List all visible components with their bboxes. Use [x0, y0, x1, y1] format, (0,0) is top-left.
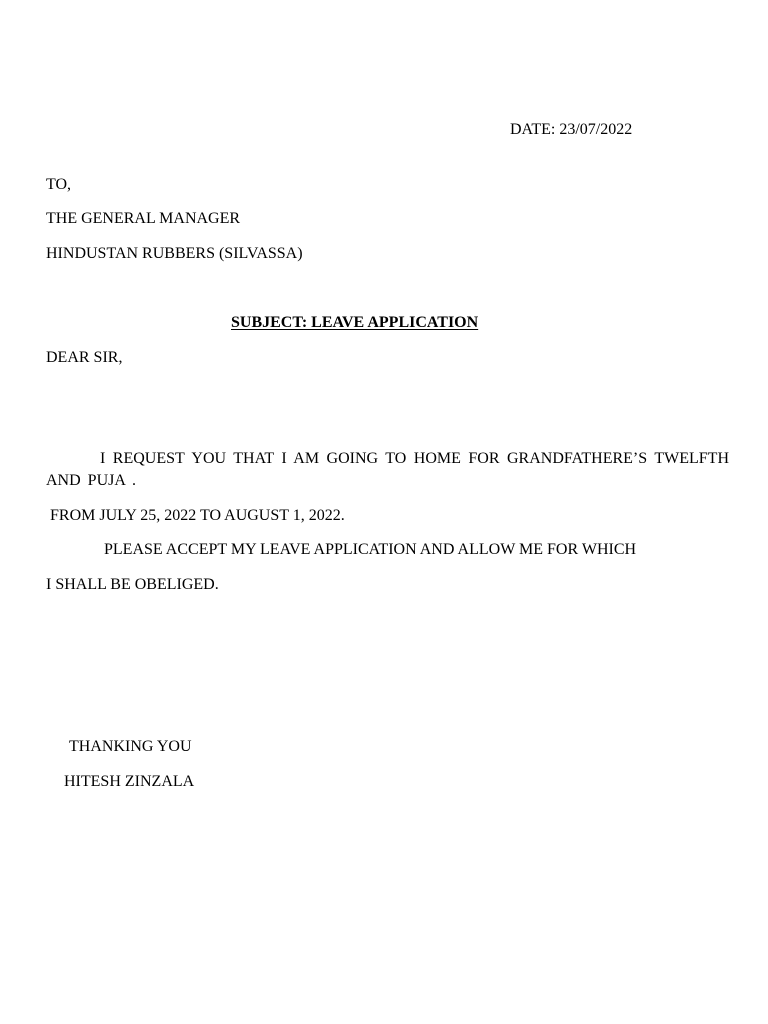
letter-date: DATE: 23/07/2022: [510, 121, 633, 138]
recipient-title: THE GENERAL MANAGER: [46, 210, 241, 227]
address-to-label: TO,: [46, 176, 72, 193]
closing-line: THANKING YOU: [69, 738, 192, 755]
recipient-company: HINDUSTAN RUBBERS (SILVASSA): [46, 245, 303, 262]
body-paragraph-dates: FROM JULY 25, 2022 TO AUGUST 1, 2022.: [50, 507, 345, 524]
salutation: DEAR SIR,: [46, 349, 123, 366]
body-paragraph-obliged: I SHALL BE OBELIGED.: [46, 576, 219, 593]
signature-name: HITESH ZINZALA: [64, 773, 195, 790]
body-paragraph-request: I REQUEST YOU THAT I AM GOING TO HOME FOR GRANDFATHERE’S TWELFTH AND PUJA .: [46, 450, 729, 489]
letter-subject: SUBJECT: LEAVE APPLICATION: [231, 314, 479, 331]
body-paragraph-accept: PLEASE ACCEPT MY LEAVE APPLICATION AND ALLOW ME FOR WHICH: [104, 541, 637, 558]
